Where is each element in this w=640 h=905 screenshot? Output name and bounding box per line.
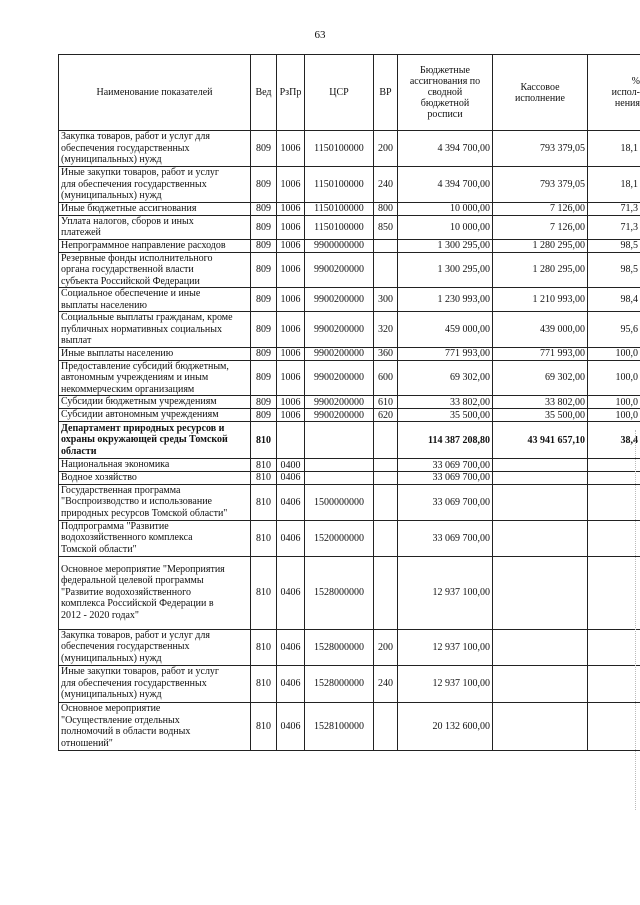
row-percent: 98,5 [588, 252, 640, 288]
row-rzpr: 1006 [277, 239, 305, 252]
row-ved: 810 [251, 472, 277, 485]
row-rzpr: 1006 [277, 360, 305, 396]
row-assignments: 1 230 993,00 [398, 288, 493, 312]
row-name: Департамент природных ресурсов и охраны окружающей среды Томской области [59, 422, 251, 459]
row-assignments: 771 993,00 [398, 347, 493, 360]
row-cash-execution [493, 459, 588, 472]
row-rzpr: 1006 [277, 312, 305, 348]
row-percent: 98,4 [588, 288, 640, 312]
row-csr: 1528000000 [305, 556, 374, 629]
row-ved: 810 [251, 629, 277, 665]
row-rzpr: 1006 [277, 131, 305, 167]
row-csr: 9900200000 [305, 252, 374, 288]
row-assignments: 10 000,00 [398, 202, 493, 215]
row-vr [374, 484, 398, 520]
row-assignments: 12 937 100,00 [398, 629, 493, 665]
table-header-row [59, 55, 640, 131]
row-csr: 9900200000 [305, 312, 374, 348]
table-row [59, 252, 640, 288]
row-vr: 320 [374, 312, 398, 348]
row-rzpr: 0400 [277, 459, 305, 472]
row-cash-execution: 43 941 657,10 [493, 422, 588, 459]
table-row [59, 409, 640, 422]
row-percent [588, 629, 640, 665]
row-percent: 71,3 [588, 202, 640, 215]
row-percent: 95,6 [588, 312, 640, 348]
row-vr [374, 472, 398, 485]
row-vr: 610 [374, 396, 398, 409]
row-name: Резервные фонды исполнительного органа государственной власти субъекта Российской Федерации [59, 252, 251, 288]
row-csr: 9900200000 [305, 396, 374, 409]
row-csr: 1150100000 [305, 202, 374, 215]
row-ved: 809 [251, 167, 277, 203]
budget-table [58, 54, 640, 751]
row-name: Подпрограмма "Развитие водохозяйственного комплекса Томской области" [59, 520, 251, 556]
row-cash-execution: 793 379,05 [493, 167, 588, 203]
table-row [59, 484, 640, 520]
row-vr: 240 [374, 665, 398, 702]
row-rzpr: 0406 [277, 472, 305, 485]
table-row [59, 215, 640, 239]
row-cash-execution: 1 280 295,00 [493, 239, 588, 252]
row-cash-execution: 1 280 295,00 [493, 252, 588, 288]
row-ved: 809 [251, 347, 277, 360]
table-row [59, 239, 640, 252]
row-assignments: 4 394 700,00 [398, 167, 493, 203]
row-vr [374, 252, 398, 288]
row-rzpr: 1006 [277, 215, 305, 239]
row-assignments: 459 000,00 [398, 312, 493, 348]
row-ved: 809 [251, 409, 277, 422]
row-ved: 810 [251, 520, 277, 556]
row-name: Основное мероприятие "Мероприятия федеральной целевой программы "Развитие водохозяйственного комплекса Российской Федерации в 2012 - 2020 годах" [59, 556, 251, 629]
row-vr [374, 702, 398, 750]
row-cash-execution: 771 993,00 [493, 347, 588, 360]
row-cash-execution: 33 802,00 [493, 396, 588, 409]
row-name: Субсидии бюджетным учреждениям [59, 396, 251, 409]
row-vr: 300 [374, 288, 398, 312]
row-assignments: 33 069 700,00 [398, 484, 493, 520]
row-ved: 809 [251, 202, 277, 215]
row-percent [588, 556, 640, 629]
row-rzpr: 1006 [277, 288, 305, 312]
row-name: Национальная экономика [59, 459, 251, 472]
header-percent: % испол- нения [588, 55, 640, 131]
row-rzpr: 1006 [277, 252, 305, 288]
row-cash-execution [493, 556, 588, 629]
table-body [59, 131, 640, 751]
row-ved: 809 [251, 396, 277, 409]
table-row [59, 459, 640, 472]
table-row [59, 396, 640, 409]
row-vr [374, 556, 398, 629]
row-rzpr: 1006 [277, 202, 305, 215]
row-percent [588, 484, 640, 520]
row-assignments: 20 132 600,00 [398, 702, 493, 750]
table-row [59, 347, 640, 360]
row-csr: 1520000000 [305, 520, 374, 556]
row-assignments: 33 069 700,00 [398, 472, 493, 485]
row-percent [588, 459, 640, 472]
row-cash-execution: 35 500,00 [493, 409, 588, 422]
row-csr: 1150100000 [305, 215, 374, 239]
row-vr: 360 [374, 347, 398, 360]
row-rzpr: 0406 [277, 702, 305, 750]
row-percent: 38,4 [588, 422, 640, 459]
row-name: Иные закупки товаров, работ и услуг для обеспечения государственных (муниципальных) нужд [59, 167, 251, 203]
row-name: Социальное обеспечение и иные выплаты населению [59, 288, 251, 312]
row-name: Уплата налогов, сборов и иных платежей [59, 215, 251, 239]
row-vr: 850 [374, 215, 398, 239]
row-rzpr: 1006 [277, 167, 305, 203]
row-name: Водное хозяйство [59, 472, 251, 485]
row-cash-execution [493, 665, 588, 702]
table-row [59, 520, 640, 556]
row-name: Основное мероприятие "Осуществление отдельных полномочий в области водных отношений" [59, 702, 251, 750]
table-row [59, 288, 640, 312]
row-ved: 809 [251, 239, 277, 252]
row-csr: 9900000000 [305, 239, 374, 252]
row-ved: 810 [251, 484, 277, 520]
row-assignments: 12 937 100,00 [398, 556, 493, 629]
row-rzpr: 0406 [277, 484, 305, 520]
row-assignments: 33 069 700,00 [398, 520, 493, 556]
row-percent: 98,5 [588, 239, 640, 252]
row-cash-execution: 439 000,00 [493, 312, 588, 348]
table-row [59, 202, 640, 215]
row-ved: 810 [251, 556, 277, 629]
row-ved: 809 [251, 252, 277, 288]
row-csr [305, 459, 374, 472]
row-vr: 240 [374, 167, 398, 203]
row-assignments: 4 394 700,00 [398, 131, 493, 167]
row-assignments: 69 302,00 [398, 360, 493, 396]
row-ved: 809 [251, 288, 277, 312]
row-ved: 809 [251, 131, 277, 167]
header-assignments: Бюджетные ассигнования по сводной бюджетной росписи [398, 55, 493, 131]
row-assignments: 114 387 208,80 [398, 422, 493, 459]
row-ved: 809 [251, 360, 277, 396]
row-cash-execution [493, 484, 588, 520]
row-name: Социальные выплаты гражданам, кроме публичных нормативных социальных выплат [59, 312, 251, 348]
row-csr: 9900200000 [305, 409, 374, 422]
page-number: 63 [314, 29, 326, 41]
table-row [59, 556, 640, 629]
row-percent [588, 665, 640, 702]
row-name: Иные выплаты населению [59, 347, 251, 360]
header-name: Наименование показателей [59, 55, 251, 131]
row-cash-execution [493, 629, 588, 665]
row-ved: 809 [251, 215, 277, 239]
row-cash-execution: 7 126,00 [493, 215, 588, 239]
row-rzpr [277, 422, 305, 459]
row-name: Закупка товаров, работ и услуг для обеспечения государственных (муниципальных) нужд [59, 131, 251, 167]
header-rzpr: РзПр [277, 55, 305, 131]
row-cash-execution: 69 302,00 [493, 360, 588, 396]
table-row [59, 312, 640, 348]
row-vr [374, 520, 398, 556]
table-row [59, 665, 640, 702]
row-csr [305, 472, 374, 485]
row-csr: 1150100000 [305, 167, 374, 203]
row-percent: 100,0 [588, 347, 640, 360]
header-cash-execution: Кассовое исполнение [493, 55, 588, 131]
row-vr: 200 [374, 131, 398, 167]
row-vr: 800 [374, 202, 398, 215]
row-rzpr: 1006 [277, 347, 305, 360]
row-name: Иные закупки товаров, работ и услуг для обеспечения государственных (муниципальных) нужд [59, 665, 251, 702]
row-percent: 100,0 [588, 409, 640, 422]
header-ved: Вед [251, 55, 277, 131]
row-assignments: 10 000,00 [398, 215, 493, 239]
row-percent: 71,3 [588, 215, 640, 239]
row-vr: 620 [374, 409, 398, 422]
row-name: Закупка товаров, работ и услуг для обеспечения государственных (муниципальных) нужд [59, 629, 251, 665]
table-row [59, 422, 640, 459]
scan-edge-mark [635, 430, 638, 810]
row-vr [374, 239, 398, 252]
row-vr [374, 422, 398, 459]
row-cash-execution [493, 472, 588, 485]
row-csr: 9900200000 [305, 288, 374, 312]
row-assignments: 35 500,00 [398, 409, 493, 422]
row-csr: 1528000000 [305, 629, 374, 665]
row-csr: 1150100000 [305, 131, 374, 167]
row-cash-execution: 7 126,00 [493, 202, 588, 215]
row-vr: 600 [374, 360, 398, 396]
row-assignments: 1 300 295,00 [398, 252, 493, 288]
row-percent [588, 472, 640, 485]
row-csr [305, 422, 374, 459]
row-percent [588, 520, 640, 556]
row-csr: 1528100000 [305, 702, 374, 750]
row-assignments: 12 937 100,00 [398, 665, 493, 702]
row-name: Субсидии автономным учреждениям [59, 409, 251, 422]
row-csr: 9900200000 [305, 347, 374, 360]
row-percent: 18,1 [588, 167, 640, 203]
header-csr: ЦСР [305, 55, 374, 131]
row-cash-execution: 1 210 993,00 [493, 288, 588, 312]
row-rzpr: 0406 [277, 665, 305, 702]
table-row [59, 702, 640, 750]
row-vr [374, 459, 398, 472]
row-ved: 810 [251, 702, 277, 750]
row-ved: 810 [251, 459, 277, 472]
row-percent: 100,0 [588, 396, 640, 409]
row-percent: 18,1 [588, 131, 640, 167]
table-row [59, 167, 640, 203]
row-csr: 9900200000 [305, 360, 374, 396]
table-row [59, 472, 640, 485]
row-name: Непрограммное направление расходов [59, 239, 251, 252]
table-row [59, 629, 640, 665]
row-rzpr: 0406 [277, 520, 305, 556]
row-rzpr: 1006 [277, 396, 305, 409]
row-name: Иные бюджетные ассигнования [59, 202, 251, 215]
row-cash-execution [493, 520, 588, 556]
row-assignments: 1 300 295,00 [398, 239, 493, 252]
header-vr: ВР [374, 55, 398, 131]
row-csr: 1528000000 [305, 665, 374, 702]
row-percent: 100,0 [588, 360, 640, 396]
row-rzpr: 0406 [277, 556, 305, 629]
row-ved: 809 [251, 312, 277, 348]
row-rzpr: 1006 [277, 409, 305, 422]
row-cash-execution: 793 379,05 [493, 131, 588, 167]
row-csr: 1500000000 [305, 484, 374, 520]
row-name: Государственная программа "Воспроизводство и использование природных ресурсов Томской области" [59, 484, 251, 520]
row-cash-execution [493, 702, 588, 750]
table-row [59, 131, 640, 167]
row-assignments: 33 802,00 [398, 396, 493, 409]
row-assignments: 33 069 700,00 [398, 459, 493, 472]
row-ved: 810 [251, 665, 277, 702]
row-name: Предоставление субсидий бюджетным, автономным учреждениям и иным некоммерческим организациям [59, 360, 251, 396]
row-ved: 810 [251, 422, 277, 459]
row-vr: 200 [374, 629, 398, 665]
row-percent [588, 702, 640, 750]
table-row [59, 360, 640, 396]
row-rzpr: 0406 [277, 629, 305, 665]
